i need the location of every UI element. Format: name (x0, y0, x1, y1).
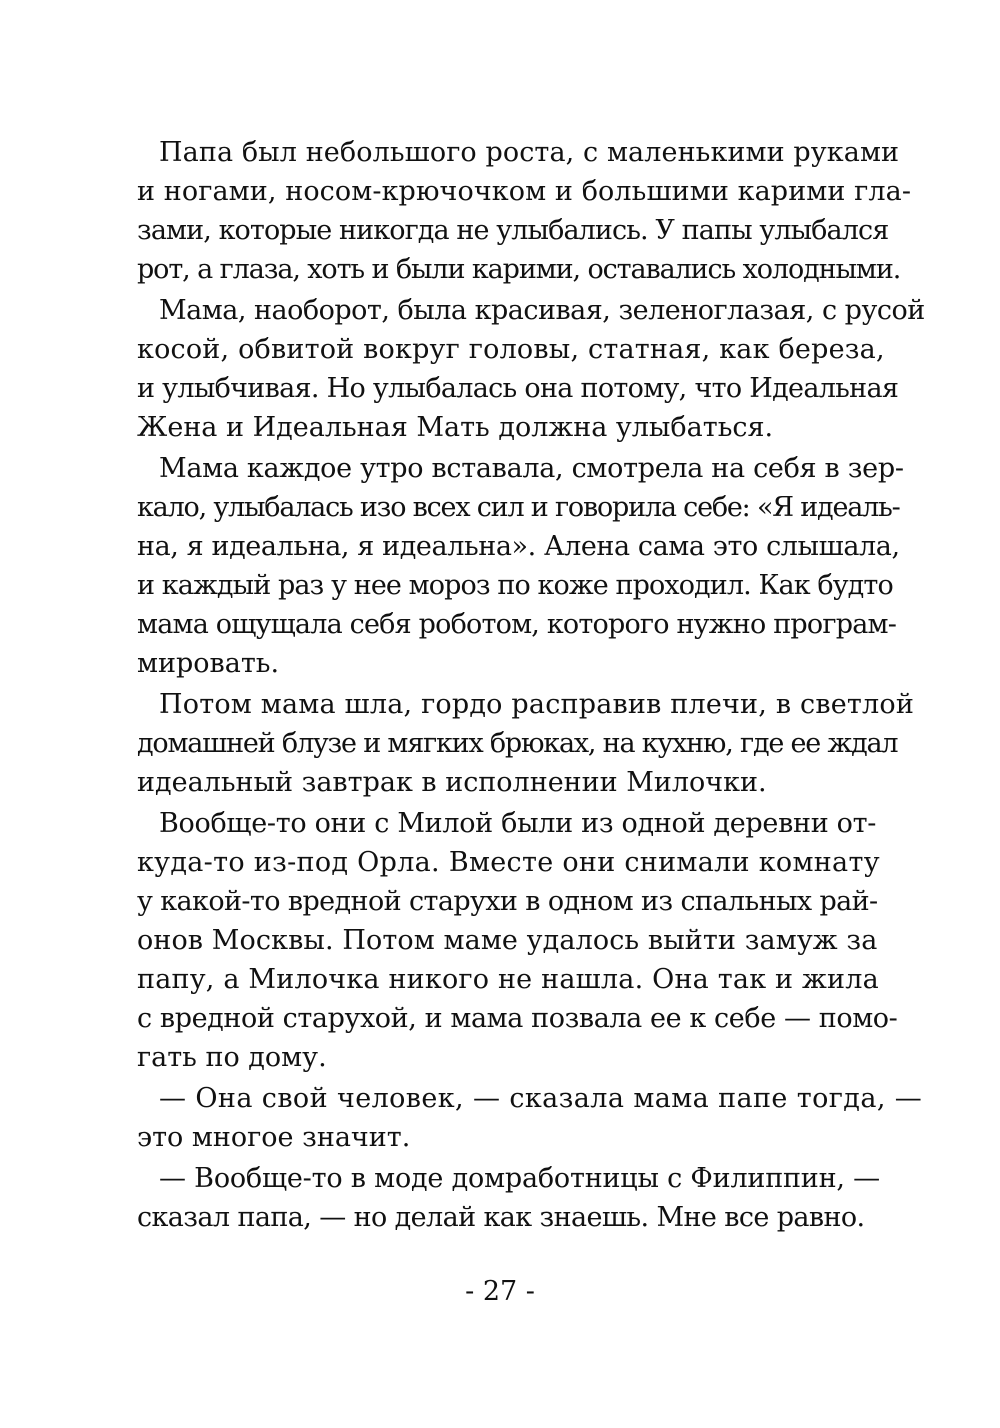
text-line: это многое значит. (137, 1122, 411, 1153)
text-line: косой, обвитой вокруг головы, статная, как береза, (137, 334, 885, 365)
text-line: зами, которые никогда не улыбались. У папы улыбался (137, 215, 889, 246)
text-line: мама ощущала себя роботом, которого нужно програм- (137, 609, 897, 640)
text-line: рот, а глаза, хоть и были карими, оставались холодными. (137, 254, 901, 285)
text-line: с вредной старухой, и мама позвала ее к себе — помо- (137, 1003, 898, 1034)
text-line: идеальный завтрак в исполнении Милочки. (137, 767, 767, 798)
text-line: кало, улыбалась изо всех сил и говорила себе: «Я идеаль- (137, 492, 900, 523)
text-line: Жена и Идеальная Мать должна улыбаться. (137, 412, 774, 443)
page-number: - 27 - (465, 1276, 535, 1307)
text-line: — Она свой человек, — сказала мама папе тогда, — (159, 1083, 923, 1114)
text-line: папу, а Милочка никого не нашла. Она так и жила (137, 964, 879, 995)
text-line: Мама, наоборот, была красивая, зеленоглазая, с русой (159, 295, 925, 326)
text-line: Мама каждое утро вставала, смотрела на себя в зер- (159, 453, 904, 484)
text-line: Потом мама шла, гордо расправив плечи, в светлой (159, 689, 915, 720)
text-line: у какой-то вредной старухи в одном из спальных рай- (137, 886, 878, 917)
text-line: сказал папа, — но делай как знаешь. Мне все равно. (137, 1202, 865, 1233)
text-line: и ногами, носом-крючочком и большими карими гла- (137, 176, 912, 207)
text-line: Папа был небольшого роста, с маленькими руками (159, 137, 900, 168)
text-line: и улыбчивая. Но улыбалась она потому, что Идеальная (137, 373, 899, 404)
text-line: гать по дому. (137, 1042, 327, 1073)
body-text (137, 133, 925, 1237)
text-line: на, я идеальна, я идеальна». Алена сама это слышала, (137, 531, 900, 562)
text-line: Вообще-то они с Милой были из одной деревни от- (159, 808, 877, 839)
text-line: онов Москвы. Потом маме удалось выйти замуж за (137, 925, 878, 956)
text-line: куда-то из-под Орла. Вместе они снимали комнату (137, 847, 880, 878)
text-line: домашней блузе и мягких брюках, на кухню, где ее ждал (137, 728, 898, 759)
text-line: мировать. (137, 648, 280, 679)
text-line: и каждый раз у нее мороз по коже проходил. Как будто (137, 570, 893, 601)
text-line: — Вообще-то в моде домработницы с Филиппин, — (159, 1163, 880, 1194)
